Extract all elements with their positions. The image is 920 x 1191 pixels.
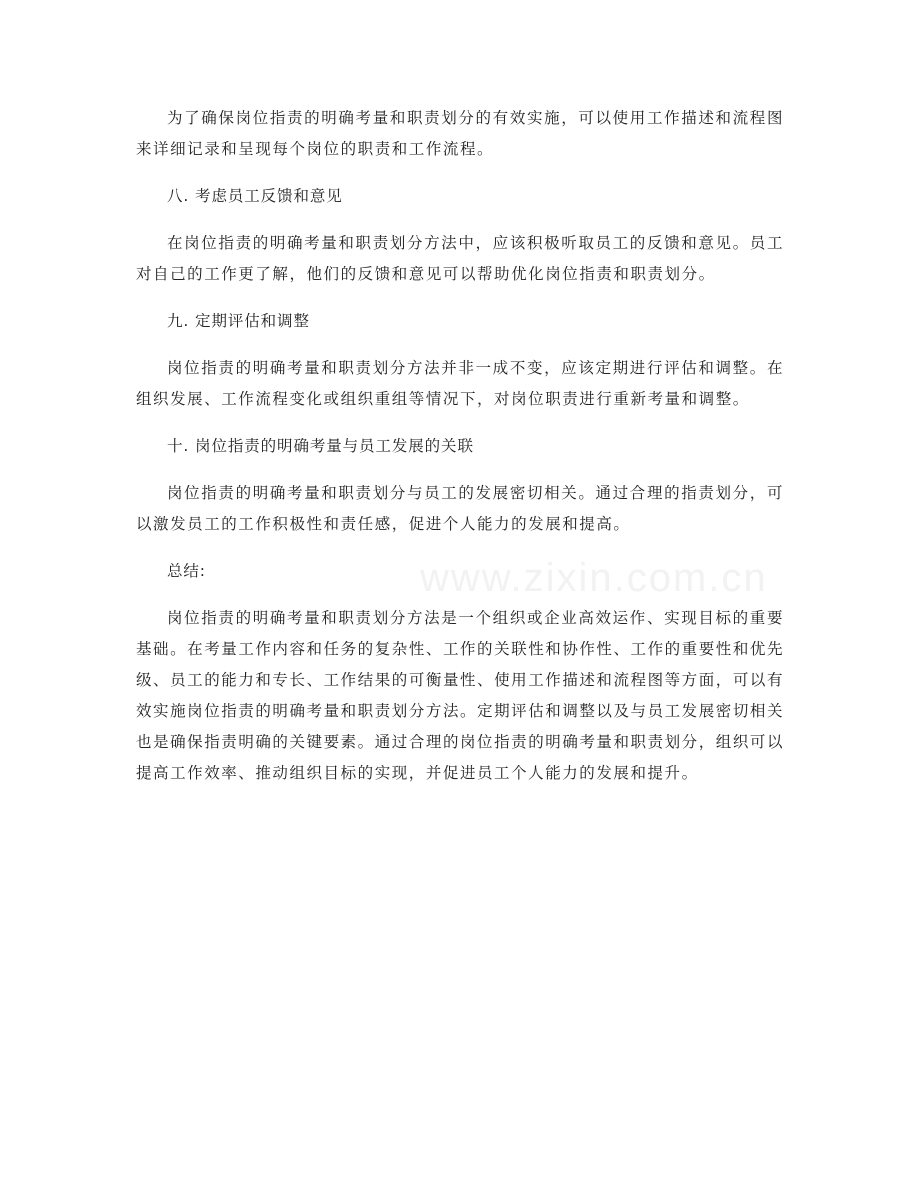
- paragraph-employee-feedback: 在岗位指责的明确考量和职责划分方法中，应该积极听取员工的反馈和意见。员工对自己的工作更了解，他们的反馈和意见可以帮助优化岗位指责和职责划分。: [136, 234, 784, 283]
- paragraph-employee-development: 岗位指责的明确考量和职责划分与员工的发展密切相关。通过合理的指责划分，可以激发员工的工作积极性和责任感，促进个人能力的发展和提高。: [136, 484, 784, 533]
- paragraph-periodic-review: 岗位指责的明确考量和职责划分方法并非一成不变，应该定期进行评估和调整。在组织发展、工作流程变化或组织重组等情况下，对岗位职责进行重新考量和调整。: [136, 359, 784, 408]
- paragraph-flowchart-documentation: 为了确保岗位指责的明确考量和职责划分的有效实施，可以使用工作描述和流程图来详细记录和呈现每个岗位的职责和工作流程。: [136, 109, 784, 158]
- paragraph-summary: 岗位指责的明确考量和职责划分方法是一个组织或企业高效运作、实现目标的重要基础。在考量工作内容和任务的复杂性、工作的关联性和协作性、工作的重要性和优先级、员工的能力和专长、工作结果的可衡量性、使用工作描述和流程图等方面，可以有效实施岗位指责的明确考量和职责划分方法。定期评估和调整以及与员工发展密切相关也是确保指责明确的关键要素。通过合理的岗位指责的明确考量和职责划分，组织可以提高工作效率、推动组织目标的实现，并促进员工个人能力的发展和提升。: [136, 609, 784, 782]
- watermark: www.zixin.com.cn: [420, 556, 768, 600]
- section-heading-10: 十. 岗位指责的明确考量与员工发展的关联: [167, 437, 474, 455]
- document-body: [136, 103, 784, 789]
- section-heading-8: 八. 考虑员工反馈和意见: [167, 187, 343, 205]
- summary-heading: 总结:: [167, 562, 206, 580]
- section-heading-9: 九. 定期评估和调整: [167, 312, 310, 330]
